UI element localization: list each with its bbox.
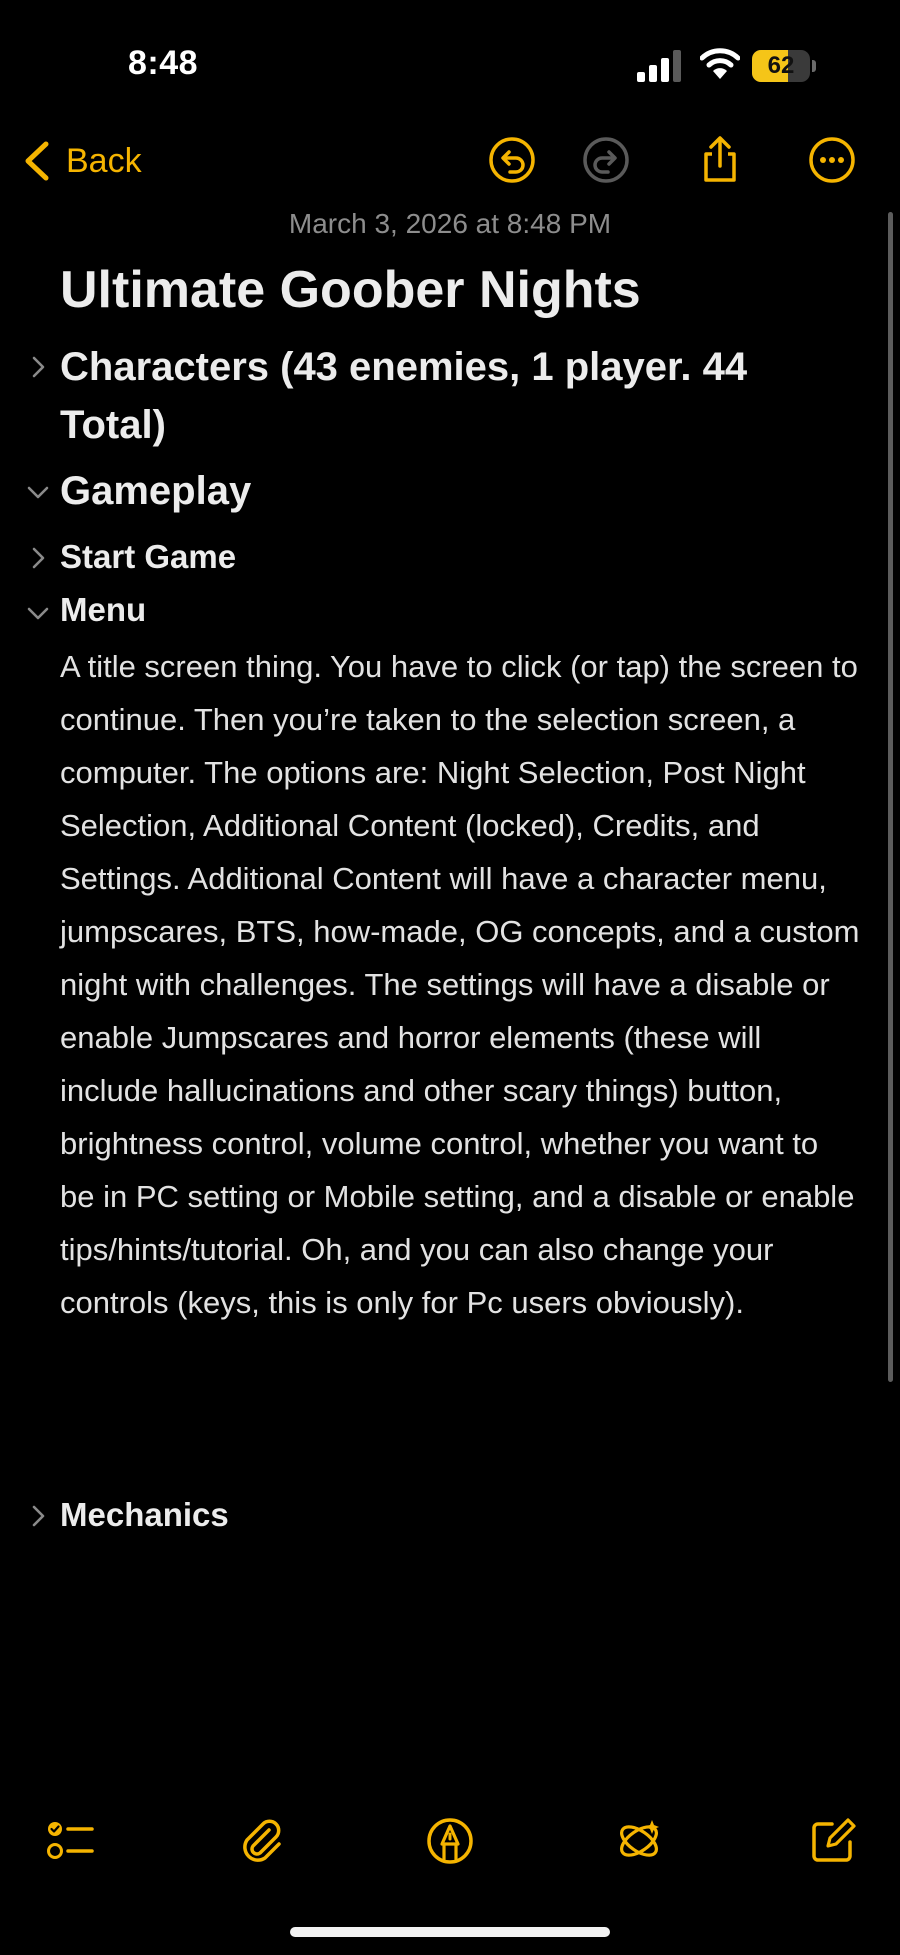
back-button[interactable]: [22, 138, 142, 184]
menu-body-text[interactable]: A title screen thing. You have to click (or tap) the screen to continue. Then you’re taken to the selection screen, a computer. The options are: Night Selection, Post Night Selection, Additional Content (locked), Credits, and Settings. Additional Content will have a character menu, jumpscares, BTS, how-made, OG concepts, and a custom night with challenges. The settings will have a disable or enable Jumpscares and horror elements (these will include hallucinations and other scary things) button, brightness control, volume control, whether you want to be in PC setting or Mobile setting, and a disable or enable tips/hints/tutorial. Oh, and you can also change your controls (keys, this is only for Pc users obviously).: [60, 649, 860, 1320]
chevron-down-icon[interactable]: [26, 480, 50, 504]
section-menu[interactable]: Menu: [60, 591, 147, 628]
paperclip-icon: [237, 1816, 287, 1866]
redo-icon: [582, 136, 630, 184]
more-button[interactable]: [808, 136, 856, 184]
cellular-signal-icon: [637, 50, 683, 82]
battery-indicator: [752, 50, 818, 82]
checklist-button[interactable]: [46, 1816, 96, 1866]
chevron-right-icon[interactable]: [26, 355, 50, 379]
home-indicator[interactable]: [290, 1927, 610, 1937]
attachment-button[interactable]: [237, 1816, 287, 1866]
section-gameplay[interactable]: Gameplay: [60, 469, 252, 513]
section-start-game[interactable]: Start Game: [60, 538, 237, 575]
wifi-icon: [700, 46, 740, 82]
markup-button[interactable]: [425, 1816, 475, 1866]
battery-percent: 62: [767, 52, 795, 79]
undo-icon: [488, 136, 536, 184]
status-time: 8:48: [128, 44, 199, 82]
compose-icon: [808, 1816, 858, 1866]
share-button[interactable]: [696, 136, 744, 184]
chevron-right-icon[interactable]: [26, 1504, 50, 1528]
chevron-right-icon[interactable]: [26, 546, 50, 570]
share-icon: [696, 136, 744, 184]
redo-button[interactable]: [582, 136, 630, 184]
section-mechanics[interactable]: Mechanics: [60, 1496, 229, 1533]
section-characters[interactable]: Characters (43 enemies, 1 player. 44 Total): [60, 345, 748, 447]
note-title[interactable]: Ultimate Goober Nights: [60, 261, 641, 319]
markup-pen-icon: [425, 1816, 475, 1866]
more-icon: [808, 136, 856, 184]
note-date: March 3, 2026 at 8:48 PM: [288, 208, 612, 239]
back-label: Back: [66, 141, 142, 180]
checklist-icon: [46, 1816, 96, 1866]
scrollbar[interactable]: [888, 212, 893, 1382]
apple-intelligence-button[interactable]: [614, 1816, 664, 1866]
compose-button[interactable]: [808, 1816, 858, 1866]
undo-button[interactable]: [488, 136, 536, 184]
apple-intelligence-icon: [614, 1816, 664, 1866]
chevron-down-icon[interactable]: [26, 601, 50, 625]
chevron-left-icon: [22, 140, 52, 182]
